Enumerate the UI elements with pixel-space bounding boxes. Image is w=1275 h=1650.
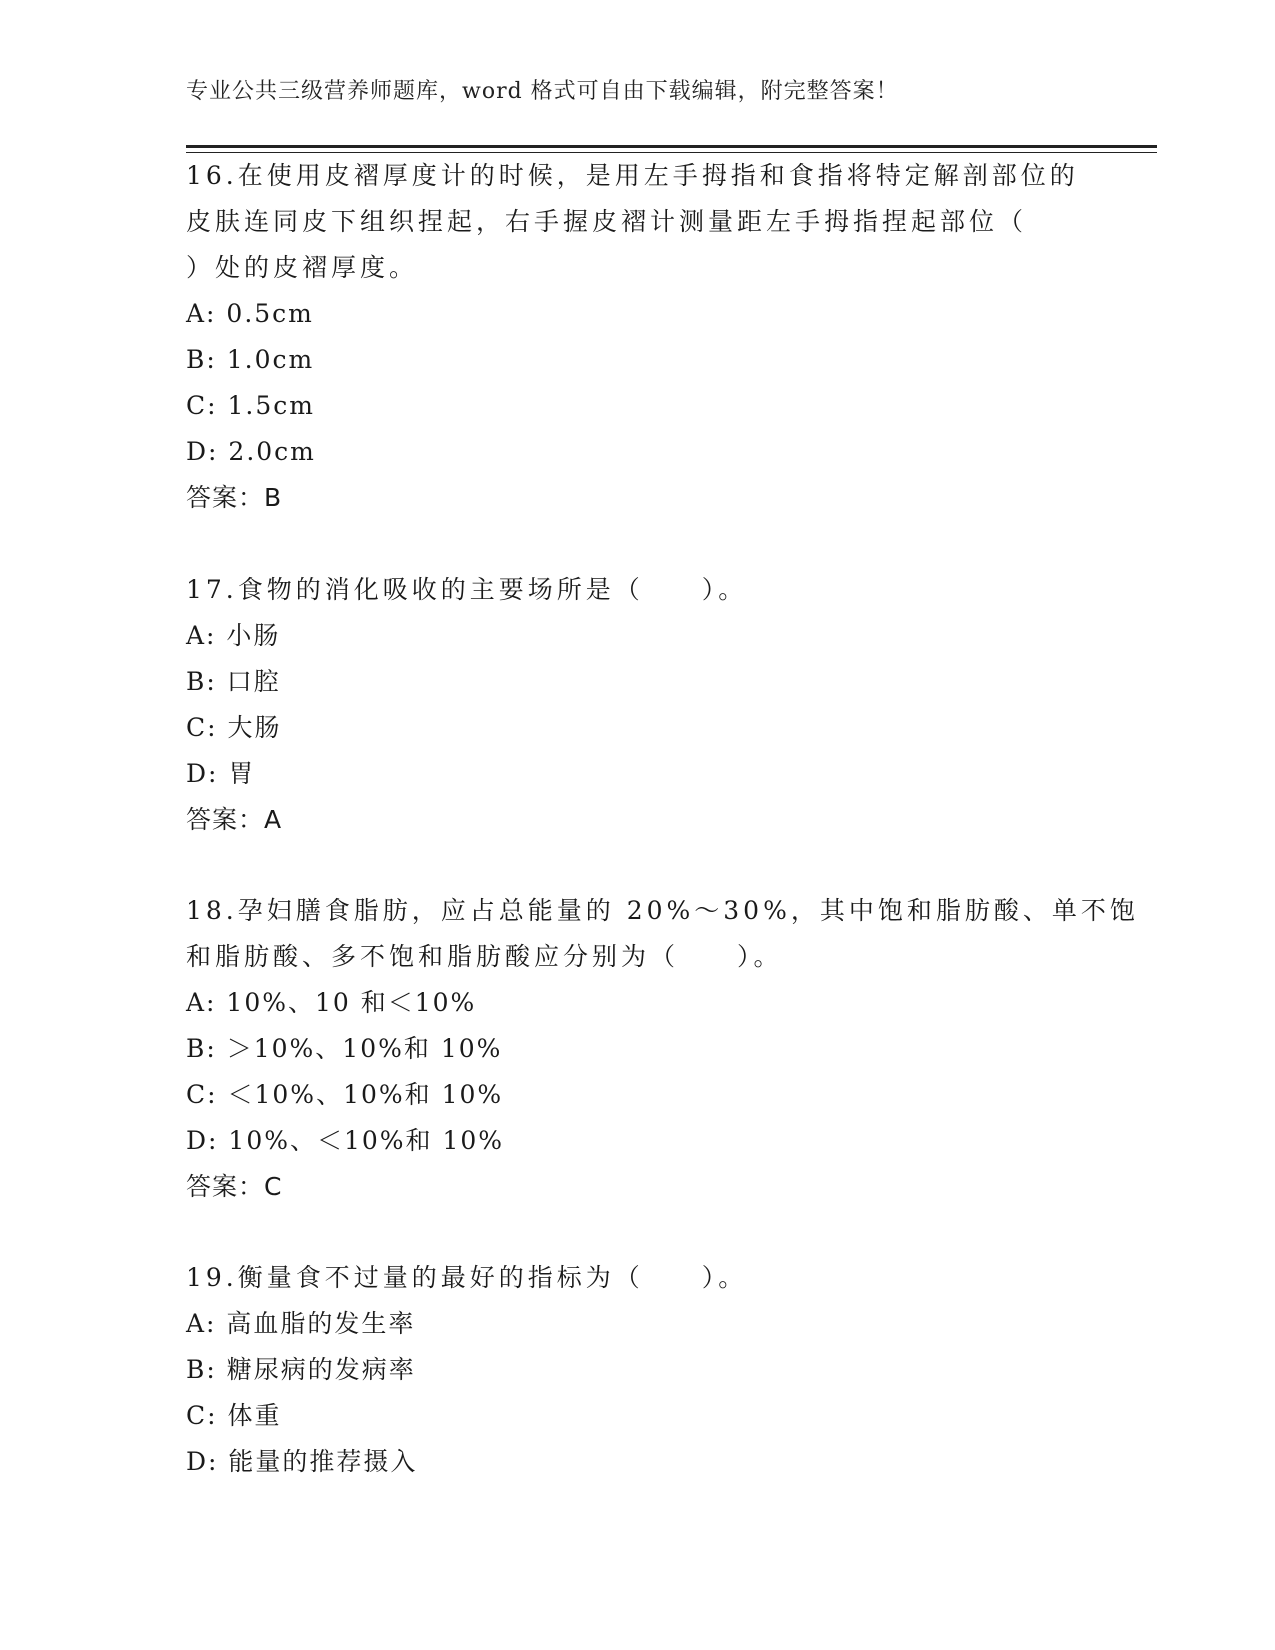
option-c: C: 体重 — [186, 1401, 282, 1430]
question-text-line: ）处的皮褶厚度。 — [186, 253, 419, 282]
question-19 — [186, 1255, 1086, 1485]
option-d: D: 能量的推荐摄入 — [186, 1447, 418, 1476]
option-a: A: 小肠 — [186, 621, 281, 650]
option-c: C: ＜10%、10%和 10% — [186, 1080, 504, 1109]
header-double-rule — [186, 145, 1157, 153]
page-header: 专业公共三级营养师题库，word 格式可自由下载编辑，附完整答案！ — [186, 79, 899, 104]
option-d: D: 2.0cm — [186, 437, 316, 466]
option-a: A: 10%、10 和＜10% — [186, 988, 477, 1017]
answer-text: 答案：A — [186, 805, 283, 834]
question-text-line: 16.在使用皮褶厚度计的时候，是用左手拇指和食指将特定解剖部位的 — [186, 161, 1079, 190]
question-18 — [186, 888, 1139, 1210]
option-b: B: 口腔 — [186, 667, 281, 696]
question-17 — [186, 567, 1086, 843]
option-b: B: 糖尿病的发病率 — [186, 1355, 416, 1384]
option-b: B: ＞10%、10%和 10% — [186, 1034, 503, 1063]
question-text-line: 17.食物的消化吸收的主要场所是（ ）。 — [186, 575, 748, 604]
question-text-line: 和脂肪酸、多不饱和脂肪酸应分别为（ ）。 — [186, 942, 783, 971]
option-b: B: 1.0cm — [186, 345, 315, 374]
option-d: D: 胃 — [186, 759, 256, 788]
question-16 — [186, 153, 1086, 521]
option-a: A: 0.5cm — [186, 299, 314, 328]
option-c: C: 大肠 — [186, 713, 282, 742]
question-text-line: 19.衡量食不过量的最好的指标为（ ）。 — [186, 1263, 748, 1292]
question-text-line: 18.孕妇膳食脂肪，应占总能量的 20%～30%，其中饱和脂肪酸、单不饱 — [186, 896, 1139, 925]
option-d: D: 10%、＜10%和 10% — [186, 1126, 505, 1155]
question-text-line: 皮肤连同皮下组织捏起，右手握皮褶计测量距左手拇指捏起部位（ — [186, 207, 1028, 236]
option-c: C: 1.5cm — [186, 391, 315, 420]
option-a: A: 高血脂的发生率 — [186, 1309, 416, 1338]
answer-text: 答案：C — [186, 1172, 283, 1201]
answer-text: 答案：B — [186, 483, 283, 512]
